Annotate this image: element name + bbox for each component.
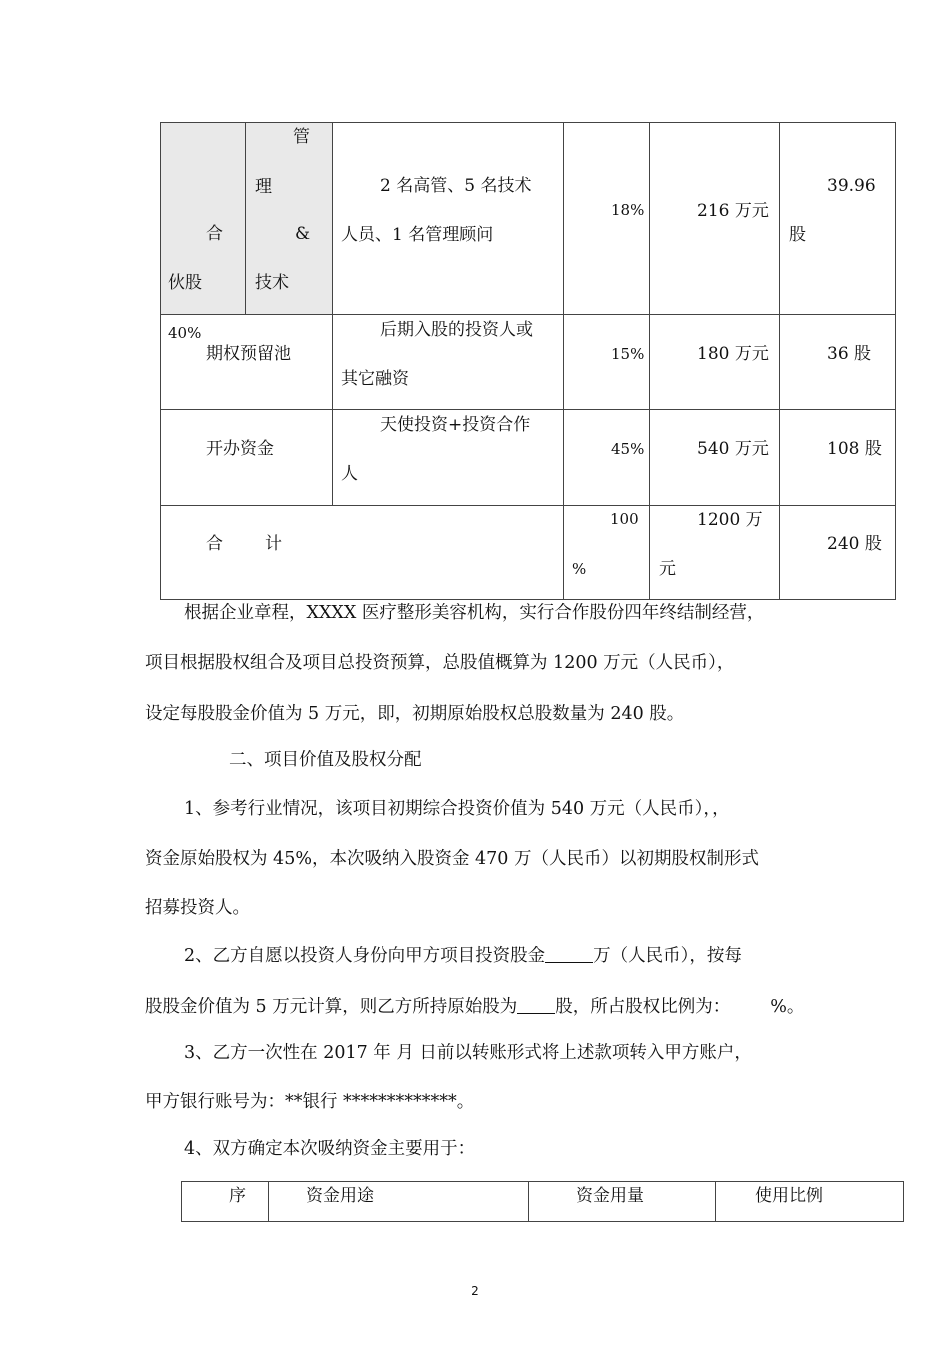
cell-text: 合 (206, 224, 223, 244)
cell-text: 合 (206, 534, 223, 554)
paragraph-investment (184, 946, 742, 966)
page-number: 2 (471, 1284, 479, 1298)
column-header: 资金用途 (306, 1186, 374, 1206)
paragraph-investment-cont (145, 997, 804, 1017)
cell-text: 540 万元 (697, 439, 769, 459)
paragraph: 根据企业章程，XXXX 医疗整形美容机构，实行合作股份四年终结制经营， (184, 603, 765, 623)
cell-text: 108 股 (827, 439, 882, 459)
paragraph-segment: 万（人民币），按每 (593, 946, 742, 966)
table-border (528, 1181, 529, 1222)
table-border (268, 1181, 269, 1222)
cell-text: 216 万元 (697, 201, 769, 221)
table-border (181, 1181, 182, 1222)
table-border (649, 122, 650, 600)
paragraph: 甲方银行账号为：**银行 *************。 (145, 1092, 475, 1112)
shares-blank[interactable] (517, 997, 555, 1014)
cell-text: 伙股 (168, 273, 202, 293)
cell-text: 期权预留池 (206, 344, 291, 364)
table-border (160, 505, 896, 506)
cell-text: 240 股 (827, 534, 882, 554)
paragraph-segment: %。 (770, 997, 805, 1017)
table-border (715, 1181, 716, 1222)
table-border (895, 122, 896, 600)
section-heading: 二、项目价值及股权分配 (229, 750, 422, 770)
paragraph: 3、乙方一次性在 2017 年 月 日前以转账形式将上述款项转入甲方账户， (184, 1043, 752, 1063)
cell-text: 15% (611, 345, 645, 363)
column-header: 资金用量 (576, 1186, 644, 1206)
cell-text: 开办资金 (206, 439, 274, 459)
cell-text: 45% (611, 440, 645, 458)
table-border (903, 1181, 904, 1222)
table-border (245, 122, 246, 315)
cell-text: 其它融资 (341, 369, 409, 389)
table-border (563, 122, 564, 600)
table-border (332, 122, 333, 506)
table-border (160, 314, 896, 315)
cell-text: 2 名高管、5 名技术 (380, 176, 532, 196)
paragraph: 项目根据股权组合及项目总投资预算，总股值概算为 1200 万元（人民币）， (145, 653, 735, 673)
paragraph-segment: 2、乙方自愿以投资人身份向甲方项目投资股金 (184, 946, 546, 966)
cell-text: 人员、1 名管理顾问 (341, 225, 494, 245)
paragraph-segment: 股，所占股权比例为： (555, 997, 731, 1017)
paragraph: 4、双方确定本次吸纳资金主要用于： (184, 1139, 476, 1159)
table-border (181, 1221, 904, 1222)
paragraph-segment: 股股金价值为 5 万元计算，则乙方所持原始股为 (145, 997, 518, 1017)
table-border (181, 1181, 904, 1182)
column-header: 使用比例 (755, 1186, 823, 1206)
table-border (160, 599, 896, 600)
cell-text: 40% (168, 324, 202, 342)
column-header: 序 (229, 1186, 246, 1206)
cell-text: 天使投资+投资合作 (380, 415, 531, 435)
cell-text: 技术 (255, 273, 289, 293)
cell-text: 39.96 (827, 176, 876, 196)
amount-blank[interactable] (545, 946, 593, 963)
table-border (779, 122, 780, 600)
cell-text: 人 (341, 464, 358, 484)
cell-text: 100 (610, 510, 639, 528)
paragraph: 设定每股股金价值为 5 万元，即，初期原始股权总股数量为 240 股。 (145, 704, 685, 724)
cell-text: 元 (659, 559, 676, 579)
cell-text: 管 (293, 127, 310, 147)
paragraph: 1、参考行业情况，该项目初期综合投资价值为 540 万元（人民币），， (184, 799, 730, 819)
cell-text: 18% (611, 201, 645, 219)
cell-text: 股 (789, 225, 806, 245)
cell-text: & (295, 224, 311, 244)
paragraph: 资金原始股权为 45%，本次吸纳入股资金 470 万（人民币）以初期股权制形式 (145, 849, 759, 869)
cell-text: 理 (255, 177, 272, 197)
cell-text: 180 万元 (697, 344, 769, 364)
table-border (160, 122, 896, 123)
cell-text: % (572, 560, 587, 578)
cell-text: 1200 万 (697, 510, 763, 530)
cell-text: 36 股 (827, 344, 872, 364)
cell-text: 后期入股的投资人或 (380, 320, 533, 340)
table-border (160, 409, 896, 410)
cell-text: 计 (265, 534, 282, 554)
table-border (160, 122, 161, 600)
paragraph: 招募投资人。 (145, 898, 250, 918)
